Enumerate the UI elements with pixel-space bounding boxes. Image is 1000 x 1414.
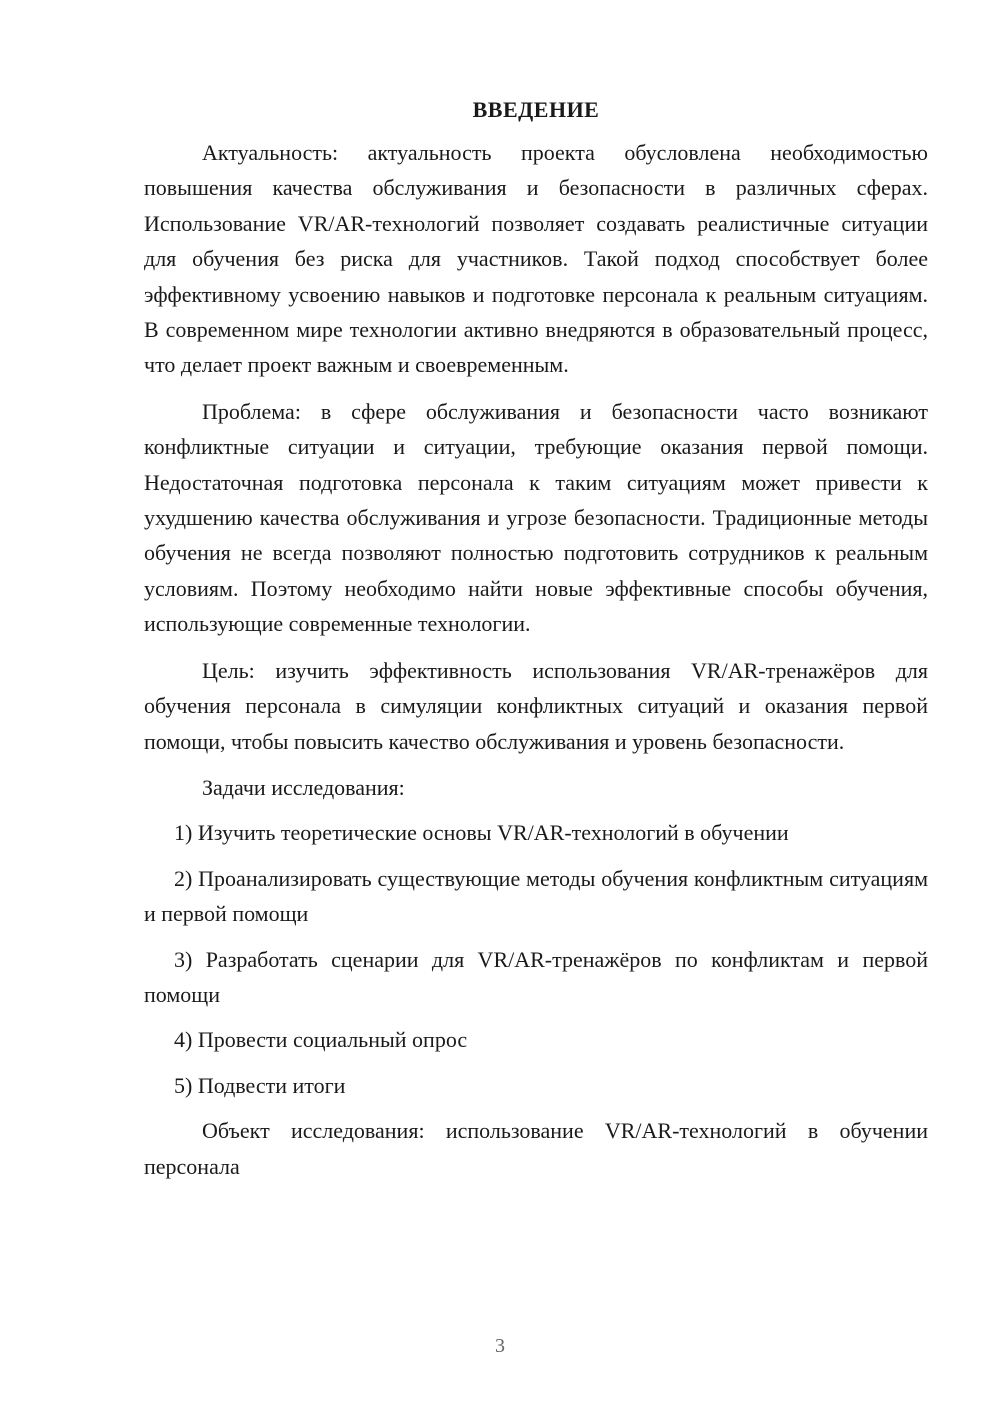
relevance-paragraph: Актуальность: актуальность проекта обусловлена необходимостью повышения качества обслуживания и безопасности в различных сферах. Использование VR/AR-технологий позволяет создавать реалистичные ситуации для обучения без риска для участников. Такой подход способствует более эффективному усвоению навыков и подготовке персонала к реальным ситуациям. В современном мире технологии активно внедряются в образовательный процесс, что делает проект важным и своевременным. [144,140,928,378]
section-title: ВВЕДЕНИЕ [472,97,600,122]
task-item-4: 4) Провести социальный опрос [174,1027,468,1053]
task-item-1: 1) Изучить теоретические основы VR/AR-технологий в обучении [174,820,789,846]
page-content [144,95,928,1195]
problem-paragraph: Проблема: в сфере обслуживания и безопасности часто возникают конфликтные ситуации и ситуации, требующие оказания первой помощи. Недостаточная подготовка персонала к таким ситуациям может привести к ухудшению качества обслуживания и угрозе безопасности. Традиционные методы обучения не всегда позволяют полностью подготовить сотрудников к реальным условиям. Поэтому необходимо найти новые эффективные способы обучения, использующие современные технологии. [144,398,928,637]
page-number: 3 [495,1335,505,1357]
object-paragraph: Объект исследования: использование VR/AR-технологий в обучении персонала [144,1118,928,1179]
task-item-2: 2) Проанализировать существующие методы обучения конфликтным ситуациям и первой помощи [144,865,928,927]
goal-paragraph: Цель: изучить эффективность использования VR/AR-тренажёров для обучения персонала в симуляции конфликтных ситуаций и оказания первой помощи, чтобы повысить качество обслуживания и уровень безопасности. [144,657,928,754]
task-item-5: 5) Подвести итоги [174,1072,346,1098]
tasks-heading: Задачи исследования: [202,774,405,800]
tasks-list [144,815,928,1103]
task-item-3: 3) Разработать сценарии для VR/AR-тренажёров по конфликтам и первой помощи [144,946,928,1007]
